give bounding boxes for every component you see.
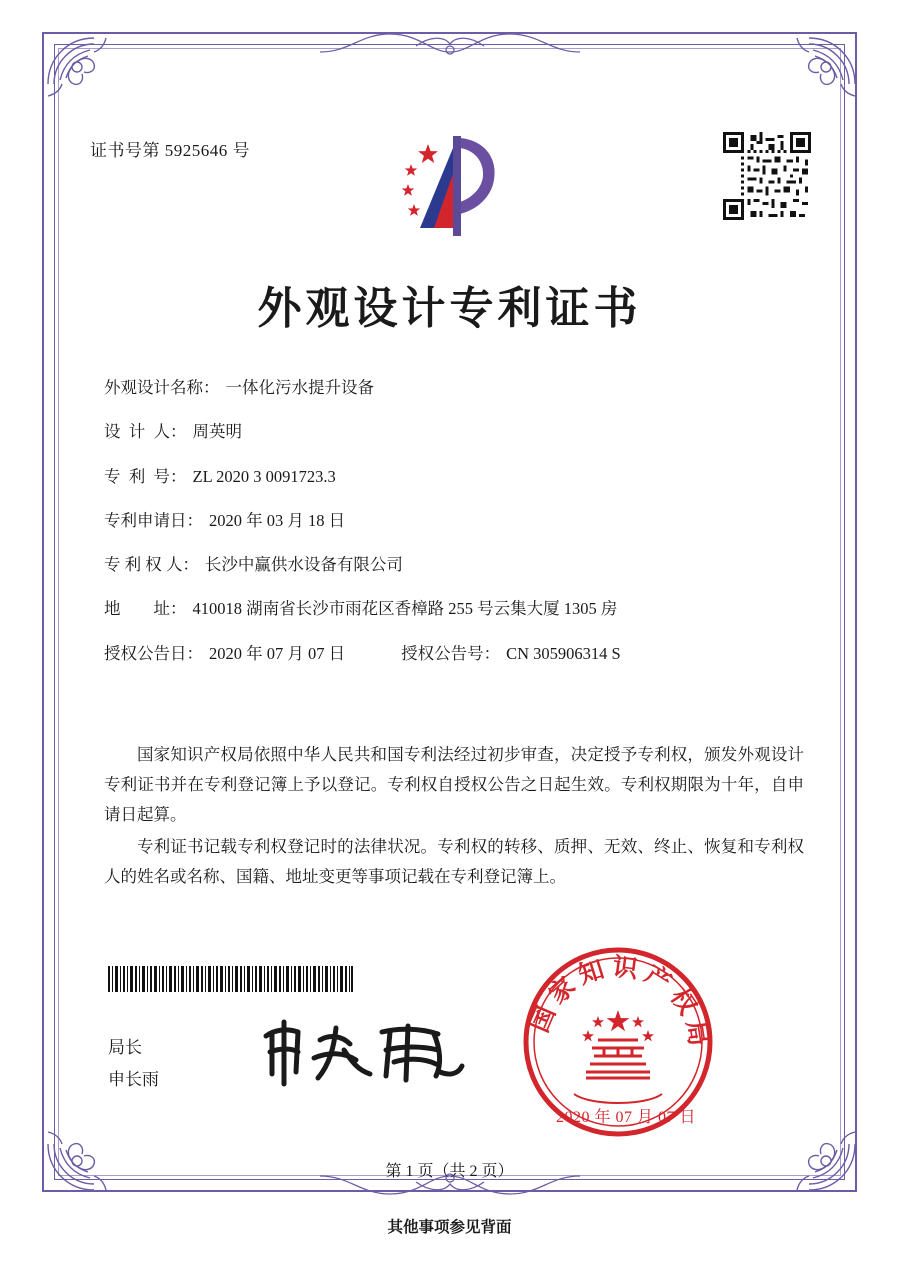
certificate-number: 证书号第 5925646 号 bbox=[90, 141, 250, 160]
field-address bbox=[104, 599, 804, 619]
announcement-number-label: 授权公告号： bbox=[401, 643, 501, 663]
field-patentee bbox=[104, 555, 804, 575]
field-application-date bbox=[104, 511, 804, 531]
announcement-date-value: 2020 年 07 月 07 日 bbox=[209, 643, 346, 663]
paragraph-grant: 国家知识产权局依照中华人民共和国专利法经过初步审查，决定授予专利权，颁发外观设计专利证书并在专利登记簿上予以登记。专利权自授权公告之日起生效。专利权期限为十年，自申请日起算。 bbox=[104, 745, 804, 824]
signature-role: 局长 bbox=[108, 1038, 142, 1058]
cnipa-logo-icon bbox=[398, 128, 508, 244]
barcode bbox=[108, 966, 353, 992]
field-design-name bbox=[104, 378, 804, 398]
field-value: 一体化污水提升设备 bbox=[225, 378, 374, 397]
field-patent-number bbox=[104, 467, 804, 487]
field-value: 2020 年 03 月 18 日 bbox=[209, 510, 346, 530]
field-label: 专 利 权 人： bbox=[104, 555, 199, 575]
field-value: 周英明 bbox=[192, 422, 242, 442]
field-label: 专 利 号： bbox=[104, 466, 187, 486]
edge-ornament-top bbox=[320, 30, 580, 64]
handwritten-signature bbox=[258, 1016, 468, 1088]
signature-block bbox=[108, 1032, 159, 1096]
page-title: 外观设计专利证书 bbox=[257, 283, 642, 334]
field-label: 设 计 人： bbox=[104, 422, 187, 442]
paragraph-registry: 专利证书记载专利权登记时的法律状况。专利权的转移、质押、无效、终止、恢复和专利权人的姓名或名称、国籍、地址变更等事项记载在专利登记簿上。 bbox=[104, 837, 804, 886]
legal-text bbox=[104, 740, 804, 894]
corner-ornament-top-right bbox=[773, 34, 859, 120]
field-value: 410018 湖南省长沙市雨花区香樟路 255 号云集大厦 1305 房 bbox=[192, 599, 618, 619]
svg-text:国家知识产权局: 国家知识产权局 bbox=[524, 951, 715, 1054]
field-announcement bbox=[104, 644, 804, 664]
certificate-fields bbox=[104, 378, 804, 688]
page-number: 第 1 页（共 2 页） bbox=[385, 1163, 514, 1180]
field-label: 地 址： bbox=[104, 599, 187, 619]
announcement-number-value: CN 305906314 S bbox=[506, 643, 621, 663]
field-designer bbox=[104, 422, 804, 442]
corner-ornament-bottom-right bbox=[773, 1108, 859, 1194]
corner-ornament-bottom-left bbox=[44, 1108, 130, 1194]
announcement-date-label: 授权公告日： bbox=[104, 643, 203, 663]
field-label: 外观设计名称： bbox=[104, 378, 220, 397]
qr-code bbox=[723, 132, 811, 220]
corner-ornament-top-left bbox=[44, 34, 130, 120]
field-value: 长沙中赢供水设备有限公司 bbox=[204, 555, 403, 575]
field-value: ZL 2020 3 0091723.3 bbox=[192, 466, 336, 486]
signature-name: 申长雨 bbox=[108, 1070, 159, 1090]
field-label: 专利申请日： bbox=[104, 510, 203, 530]
footnote: 其他事项参见背面 bbox=[387, 1219, 512, 1236]
seal-date: 2020 年 07 月 07 日 bbox=[556, 1109, 697, 1126]
